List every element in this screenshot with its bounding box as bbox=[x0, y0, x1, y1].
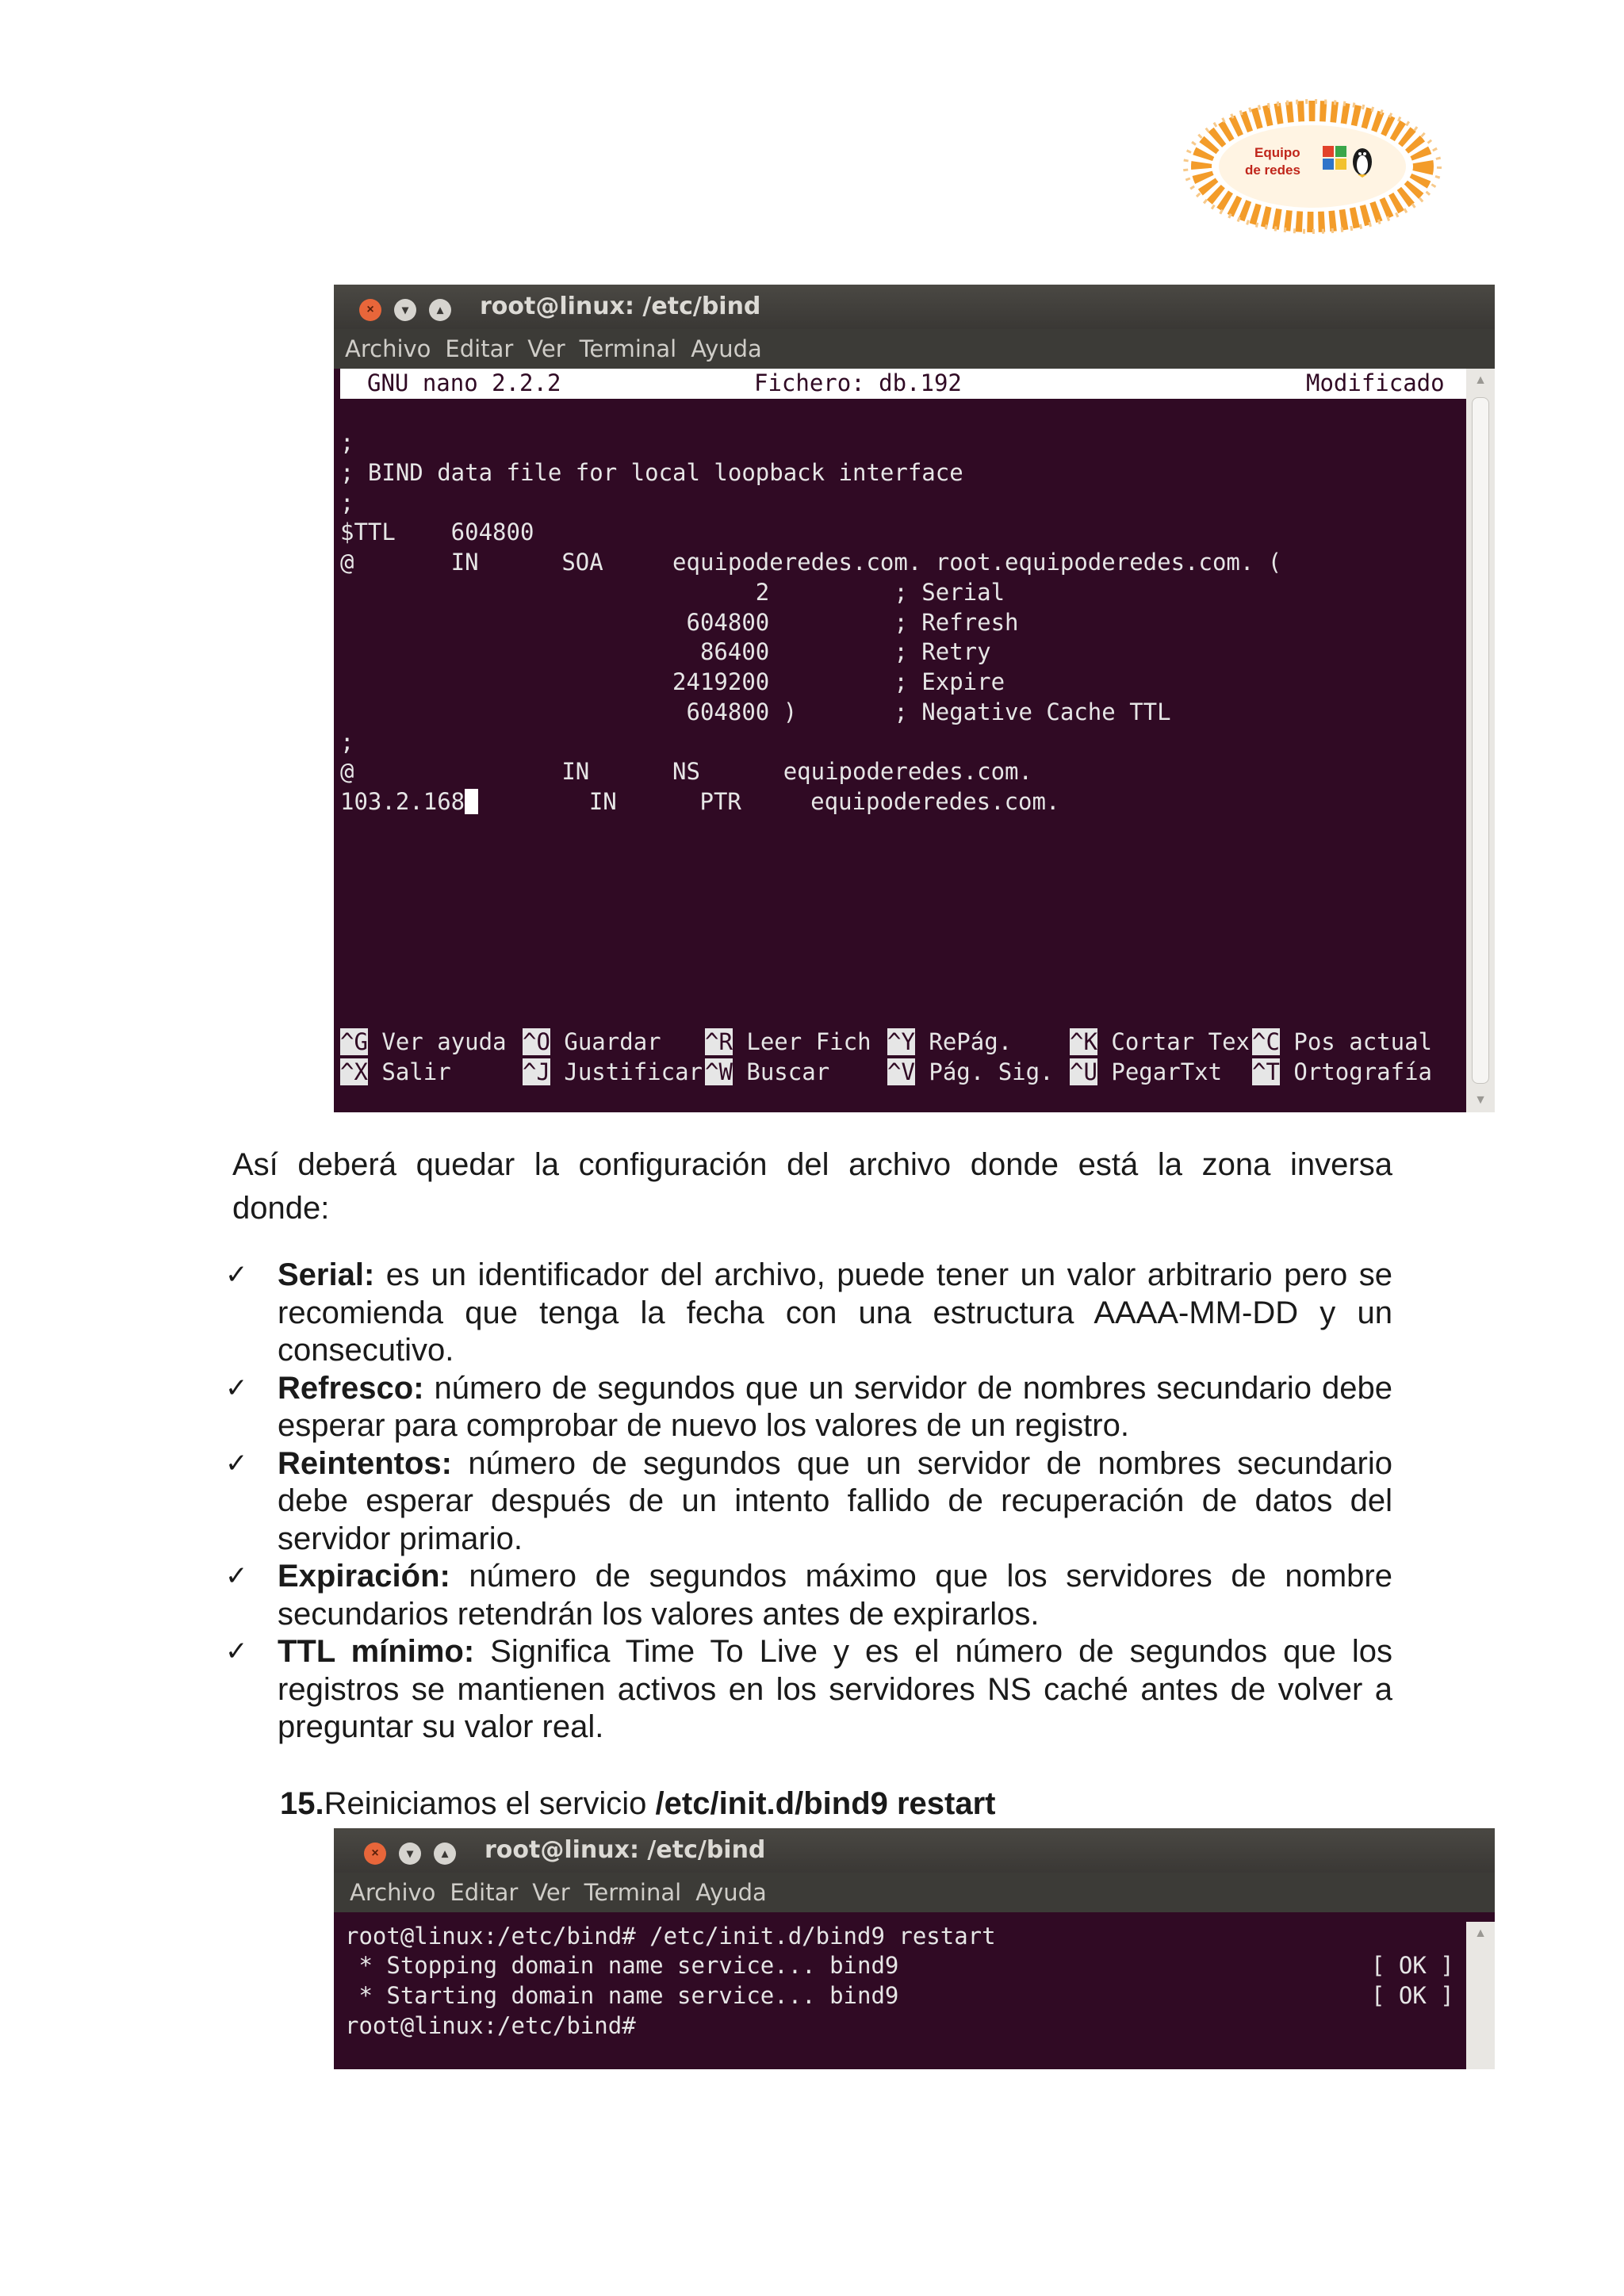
vertical-scrollbar[interactable] bbox=[1466, 369, 1495, 1112]
checkmark-icon: ✓ bbox=[225, 1259, 248, 1291]
close-window-icon[interactable]: × bbox=[359, 299, 381, 321]
scroll-up-icon[interactable]: ▲ bbox=[1474, 373, 1487, 387]
nano-status-bar bbox=[340, 369, 1466, 399]
window-title: root@linux: /etc/bind bbox=[480, 293, 761, 320]
code-line: 2419200 ; Expire bbox=[340, 668, 1005, 695]
shortcut-pag-sig[interactable]: ^V Pág. Sig. bbox=[887, 1058, 1054, 1085]
code-line: 604800 ; Refresh bbox=[340, 609, 1019, 636]
checkmark-icon: ✓ bbox=[225, 1372, 248, 1404]
shortcut-justificar[interactable]: ^J Justificar bbox=[523, 1058, 703, 1085]
minimize-window-icon[interactable]: ▾ bbox=[394, 299, 416, 321]
menu-archivo[interactable]: Archivo bbox=[345, 335, 431, 362]
code-line-ptr bbox=[340, 787, 1059, 817]
code-line: 604800 ) ; Negative Cache TTL bbox=[340, 698, 1171, 725]
intro-paragraph: Así deberá quedar la configuración del archivo donde está la zona inversa bbox=[232, 1147, 1392, 1182]
shortcut-pegar-txt[interactable]: ^U PegarTxt bbox=[1070, 1058, 1223, 1085]
ptr-record-rest: IN PTR equipoderedes.com. bbox=[478, 788, 1060, 815]
ok-status: [ OK ] bbox=[1371, 1982, 1454, 2009]
menu-bar bbox=[334, 329, 1495, 369]
shortcut-cortar-texto[interactable]: ^K Cortar Tex bbox=[1070, 1028, 1250, 1055]
scrollbar-thumb[interactable] bbox=[1472, 397, 1489, 1084]
code-line: 86400 ; Retry bbox=[340, 638, 991, 665]
vertical-scrollbar[interactable] bbox=[1466, 1922, 1495, 2069]
code-line: 2 ; Serial bbox=[340, 579, 1005, 606]
terminal-line: * Stopping domain name service... bind9 bbox=[345, 1952, 899, 1979]
scroll-down-icon[interactable]: ▼ bbox=[1474, 1093, 1487, 1107]
ok-status: [ OK ] bbox=[1371, 1952, 1454, 1979]
menu-editar[interactable]: Editar bbox=[450, 1879, 519, 1906]
terminal-content[interactable] bbox=[345, 1922, 1466, 2069]
equipo-de-redes-logo bbox=[1182, 94, 1443, 244]
shortcut-buscar[interactable]: ^W Buscar bbox=[705, 1058, 830, 1085]
code-line: @ IN NS equipoderedes.com. bbox=[340, 758, 1032, 785]
menu-ver[interactable]: Ver bbox=[532, 1879, 570, 1906]
soa-fields-list bbox=[225, 1257, 1392, 1747]
title-bar bbox=[334, 285, 1495, 329]
list-item: ✓ Refresco: número de segundos que un servidor de nombres secundario debe esperar para comprobar de nuevo los valores de un registro. bbox=[225, 1370, 1392, 1443]
scroll-up-icon[interactable]: ▲ bbox=[1474, 1927, 1487, 1940]
nano-modified-flag: Modificado bbox=[1306, 369, 1445, 396]
code-line: ; BIND data file for local loopback interface bbox=[340, 459, 963, 486]
shortcut-ver-ayuda[interactable]: ^G Ver ayuda bbox=[340, 1028, 507, 1055]
code-line: ; bbox=[340, 489, 354, 516]
menu-ver[interactable]: Ver bbox=[527, 335, 565, 362]
terminal-content[interactable] bbox=[340, 369, 1466, 1112]
menu-editar[interactable]: Editar bbox=[445, 335, 514, 362]
text-cursor bbox=[465, 789, 478, 814]
shortcut-salir[interactable]: ^X Salir bbox=[340, 1058, 451, 1085]
terminal-window-nano bbox=[334, 285, 1495, 1112]
shortcut-guardar[interactable]: ^O Guardar bbox=[523, 1028, 661, 1055]
menu-ayuda[interactable]: Ayuda bbox=[691, 335, 762, 362]
list-item: ✓ TTL mínimo: Significa Time To Live y es el número de segundos que los registros se mantienen activos en los servidores NS caché antes de volver a preguntar su valor real. bbox=[225, 1634, 1392, 1744]
code-line: ; bbox=[340, 429, 354, 456]
shortcut-pos-actual[interactable]: ^C Pos actual bbox=[1252, 1028, 1432, 1055]
menu-ayuda[interactable]: Ayuda bbox=[695, 1879, 767, 1906]
checkmark-icon: ✓ bbox=[225, 1636, 248, 1667]
menu-bar bbox=[334, 1873, 1495, 1912]
nano-version: GNU nano 2.2.2 bbox=[367, 369, 561, 396]
checkmark-icon: ✓ bbox=[225, 1560, 248, 1592]
shortcut-leer-fich[interactable]: ^R Leer Fich bbox=[705, 1028, 871, 1055]
nano-filename: Fichero: db.192 bbox=[754, 369, 962, 396]
list-item: ✓ Reintentos: número de segundos que un servidor de nombres secundario debe esperar después de un intento fallido de recuperación de datos del servidor primario. bbox=[225, 1445, 1392, 1556]
list-item: ✓ Serial: es un identificador del archivo, puede tener un valor arbitrario pero se recomienda que tenga la fecha con una estructura AAAA-MM-DD y un consecutivo. bbox=[225, 1257, 1392, 1368]
list-item: ✓ Expiración: número de segundos máximo que los servidores de nombre secundarios retendrán los valores antes de expirarlos. bbox=[225, 1559, 1392, 1632]
window-title: root@linux: /etc/bind bbox=[485, 1836, 766, 1864]
terminal-window-restart bbox=[334, 1828, 1495, 2069]
terminal-line: * Starting domain name service... bind9 bbox=[345, 1982, 899, 2009]
step-15: 15.Reiniciamos el servicio /etc/init.d/bind9 restart bbox=[280, 1786, 996, 1821]
people-ring bbox=[1185, 101, 1439, 232]
close-window-icon[interactable]: × bbox=[364, 1843, 386, 1865]
terminal-line: root@linux:/etc/bind# bbox=[345, 2012, 636, 2039]
shortcut-repag[interactable]: ^Y RePág. bbox=[887, 1028, 1013, 1055]
menu-archivo[interactable]: Archivo bbox=[350, 1879, 436, 1906]
minimize-window-icon[interactable]: ▾ bbox=[399, 1843, 421, 1865]
checkmark-icon: ✓ bbox=[225, 1447, 248, 1479]
menu-terminal[interactable]: Terminal bbox=[584, 1879, 682, 1906]
menu-terminal[interactable]: Terminal bbox=[579, 335, 677, 362]
maximize-window-icon[interactable]: ▴ bbox=[434, 1843, 456, 1865]
logo-text-line2: de redes bbox=[1245, 163, 1300, 178]
code-line: @ IN SOA equipoderedes.com. root.equipoderedes.com. ( bbox=[340, 549, 1282, 576]
code-line: $TTL 604800 bbox=[340, 519, 534, 545]
ptr-record-name: 103.2.168 bbox=[340, 788, 465, 815]
code-line: ; bbox=[340, 729, 354, 756]
shortcut-ortografia[interactable]: ^T Ortografía bbox=[1252, 1058, 1432, 1085]
logo-text-line1: Equipo bbox=[1254, 145, 1300, 160]
intro-paragraph-end: donde: bbox=[232, 1191, 330, 1226]
title-bar bbox=[334, 1828, 1495, 1873]
terminal-line: root@linux:/etc/bind# /etc/init.d/bind9 restart bbox=[345, 1923, 996, 1950]
maximize-window-icon[interactable]: ▴ bbox=[429, 299, 451, 321]
